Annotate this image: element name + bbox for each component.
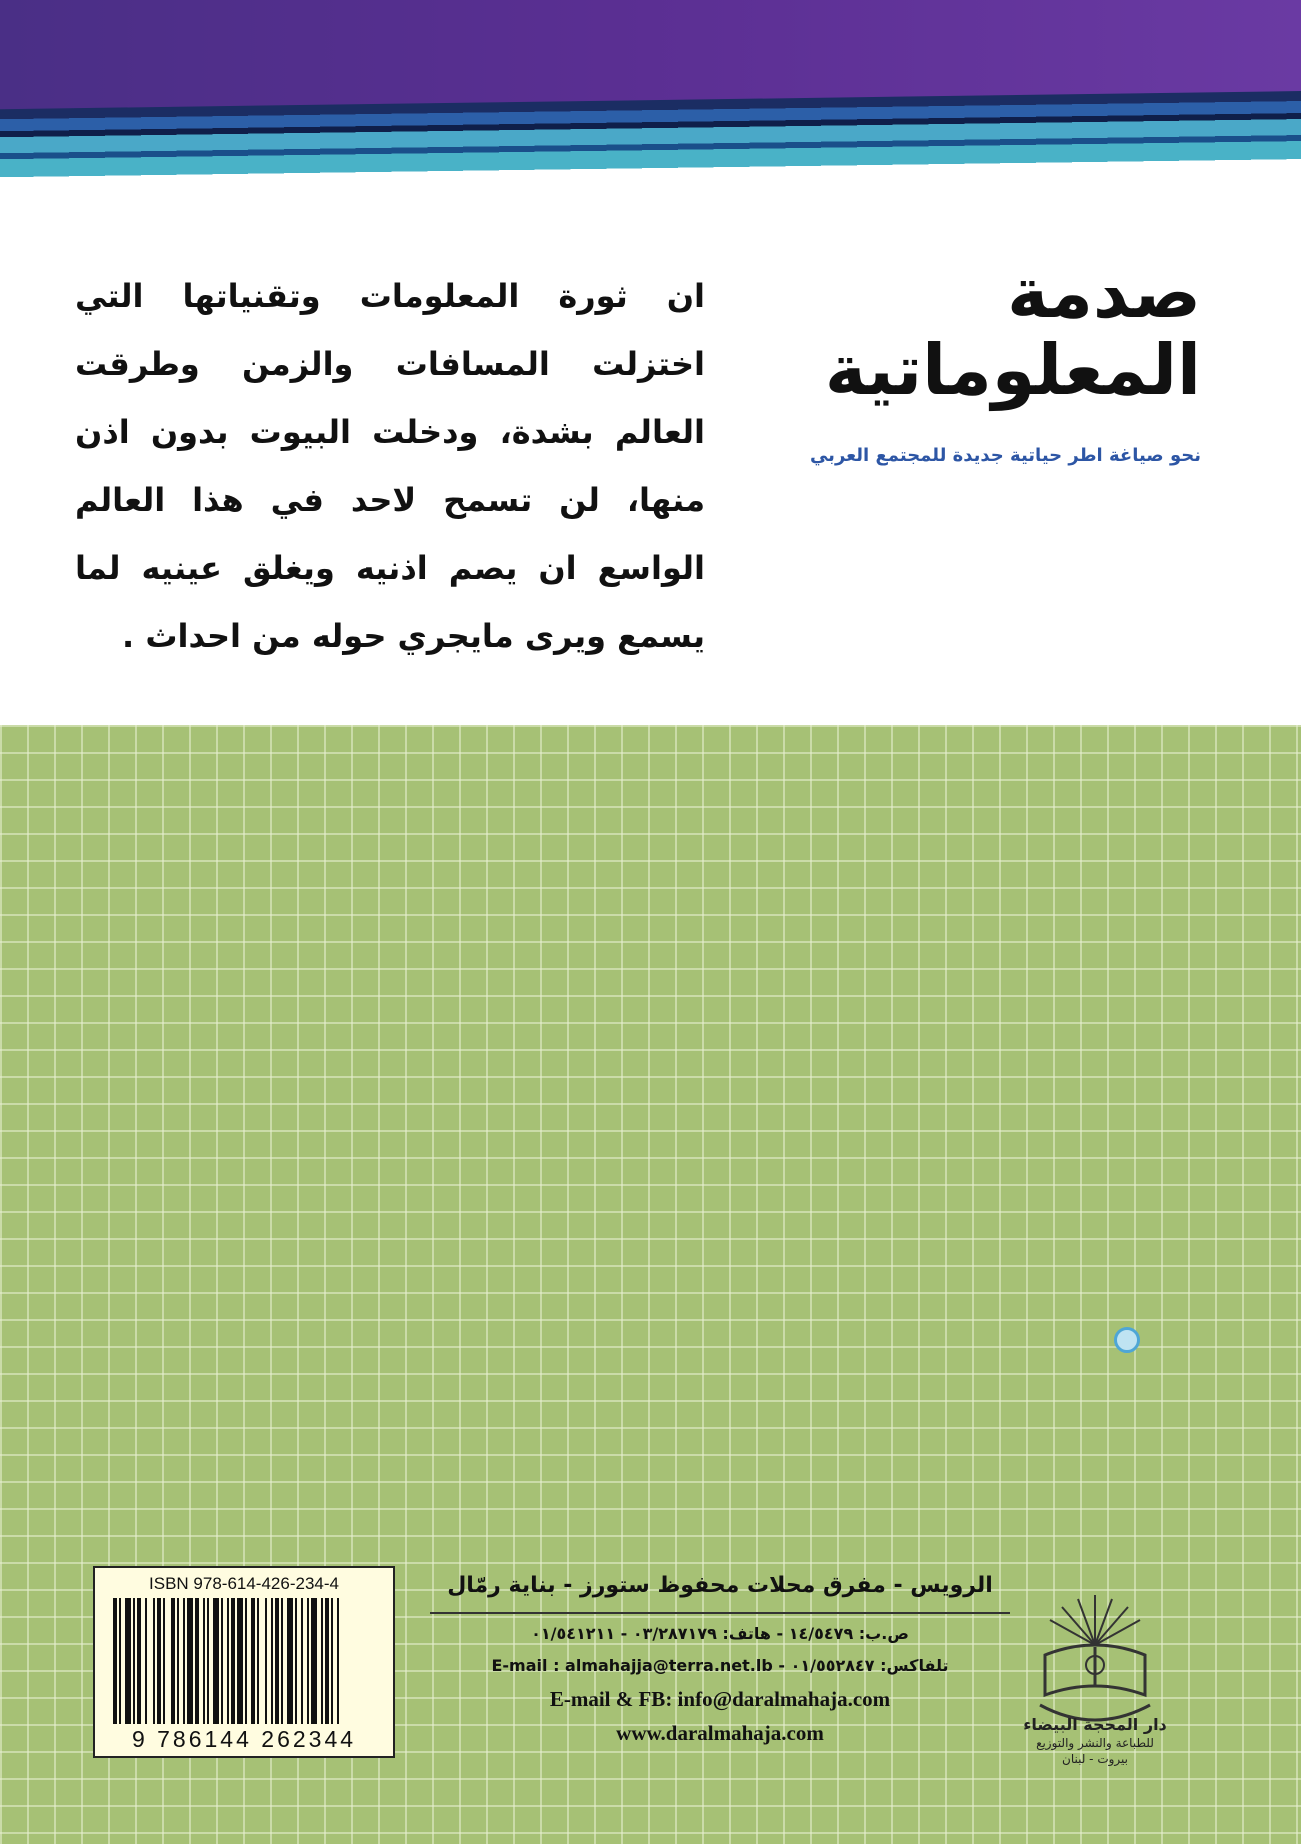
publisher-address: الرويس - مفرق محلات محفوظ ستورز - بناية رمّال — [430, 1566, 1010, 1614]
publisher-contact — [430, 1566, 1010, 1750]
title-block — [701, 252, 1201, 466]
isbn-label: ISBN 978-614-426-234-4 — [149, 1574, 339, 1593]
blue-stripes — [0, 91, 1301, 195]
publisher-logo-name: دار المحجة البيضاء — [1023, 1715, 1167, 1734]
publisher-caption-line2: بيروت - لبنان — [1062, 1752, 1128, 1766]
publisher-email-fb: E-mail & FB: info@daralmahaja.com — [549, 1687, 891, 1711]
barcode-bars — [113, 1598, 379, 1724]
circle-icon — [1114, 1327, 1140, 1353]
publisher-caption-line1: للطباعة والنشر والتوزيع — [1036, 1736, 1154, 1750]
top-decorative-band — [0, 0, 1301, 195]
barcode-digits: 9 786144 262344 — [131, 1726, 357, 1752]
isbn-barcode — [93, 1566, 395, 1758]
publisher-caption — [1020, 1735, 1170, 1767]
book-subtitle: نحو صياغة اطر حياتية جديدة للمجتمع العربي — [809, 445, 1201, 466]
book-title: صدمة المعلوماتية — [824, 252, 1201, 411]
back-cover-blurb: ان ثورة المعلومات وتقنياتها التي اختزلت المسافات والزمن وطرقت العالم بشدة، ودخلت البيوت بدون اذن منها، لن تسمح لاحد في هذا العالم الواسع ان يصم اذنيه ويغلق عينيه لما يسمع ويرى مايجري حوله من احداث . — [75, 277, 705, 655]
publisher-website: www.daralmahaja.com — [616, 1721, 824, 1745]
publisher-phone: ص.ب: ١٤/٥٤٧٩ - هاتف: ٠٣/٢٨٧١٧٩ - ٠١/٥٤١٢١١ — [531, 1624, 909, 1643]
publisher-fax-email: تلفاكس: ٠١/٥٥٢٨٤٧ - E-mail : almahajja@terra.net.lb — [491, 1656, 949, 1675]
